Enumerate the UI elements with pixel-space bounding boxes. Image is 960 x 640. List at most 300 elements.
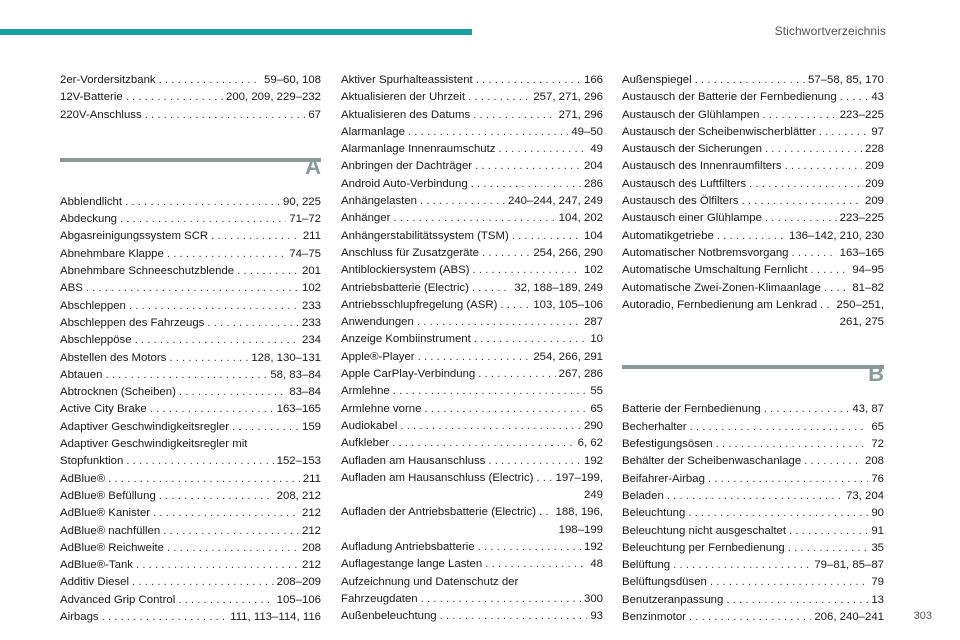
index-entry-text: Aktualisieren des Datums <box>341 108 471 121</box>
index-entry-text: Anbringen der Dachträger <box>341 160 473 173</box>
index-entry <box>341 574 603 609</box>
index-entry-pages: 102 <box>301 282 321 295</box>
index-entry-line <box>341 349 603 366</box>
index-column-1 <box>60 72 321 626</box>
index-entry-pages: 102 <box>583 264 603 277</box>
dot-leader <box>690 419 869 436</box>
index-entry-pages: 211 <box>302 230 321 243</box>
index-entry-pages: 67 <box>308 108 321 121</box>
index-entry-pages: 65 <box>871 420 884 433</box>
index-entry <box>622 592 884 609</box>
dot-leader <box>473 107 556 124</box>
index-entry-pages: 300 <box>583 592 603 605</box>
index-entry-pages: 104, 202 <box>558 212 603 225</box>
index-entry-pages: 200, 209, 229–232 <box>225 91 321 104</box>
index-entry <box>60 574 321 591</box>
index-entry-text: 2er-Vordersitzbank <box>60 74 156 86</box>
index-entry-text: ABS <box>60 282 83 295</box>
index-entry-pages: 192 <box>583 541 603 554</box>
dot-leader <box>716 436 869 453</box>
index-entry-line <box>622 193 884 210</box>
index-entry-line <box>341 418 603 435</box>
index-entry <box>60 72 321 89</box>
index-entry-pages: 136–142, 210, 230 <box>788 229 884 242</box>
index-entry-line <box>622 89 884 106</box>
index-entry-pages: 32, 188–189, 249 <box>514 281 603 294</box>
index-entry-text: Airbags <box>60 611 99 624</box>
index-entry-text: Belüftung <box>622 559 671 572</box>
index-entry-line <box>60 471 321 488</box>
index-entry <box>60 89 321 106</box>
index-entry <box>622 176 884 193</box>
index-entry-line <box>622 210 884 227</box>
index-entry-text: Abtrocknen (Scheiben) <box>60 386 176 399</box>
index-entry-line <box>341 470 603 487</box>
index-entry <box>622 72 884 89</box>
index-entry-line <box>341 107 603 124</box>
index-entry-line <box>341 193 603 210</box>
dot-leader <box>167 540 299 557</box>
index-entry-line <box>60 72 321 89</box>
index-entry-text-prefix: Aufzeichnung und Datenschutz der <box>341 575 519 588</box>
index-entry-pages: 206, 240–241 <box>814 611 884 624</box>
index-entry-pages: 48 <box>590 558 603 571</box>
index-entry-pages: 208, 212 <box>276 489 321 502</box>
index-entry <box>341 331 603 348</box>
index-entry-pages: 58, 83–84 <box>270 368 321 381</box>
index-entry-line <box>341 176 603 193</box>
index-entry-text: Benzinmotor <box>622 611 686 624</box>
dot-leader <box>211 228 300 245</box>
index-entry-line <box>60 107 321 124</box>
index-entry-line <box>341 331 603 348</box>
index-entry-line <box>622 453 884 470</box>
dot-leader <box>408 124 568 141</box>
index-entry <box>341 435 603 452</box>
dot-leader <box>476 72 581 89</box>
index-entry-text: Beleuchtung <box>622 507 686 520</box>
index-entry <box>622 262 884 279</box>
index-entry-pages: 104 <box>583 229 603 242</box>
index-entry-text: Aktiver Spurhalteassistent <box>341 74 473 86</box>
index-entry-line <box>60 332 321 349</box>
index-entry-line <box>622 107 884 124</box>
index-entry-text: AdBlue® Befüllung <box>60 489 156 502</box>
dot-leader <box>749 176 862 193</box>
index-entry-line <box>622 262 884 279</box>
dot-leader <box>717 228 786 245</box>
dot-leader <box>418 349 531 366</box>
dot-leader <box>150 401 274 418</box>
page-number: 303 <box>913 610 932 622</box>
index-entry-pages: 163–165 <box>276 403 321 416</box>
index-entry-line <box>60 89 321 106</box>
section-letter: B <box>868 361 884 387</box>
index-entry-pages: 59–60, 108 <box>263 74 321 86</box>
index-entry <box>622 488 884 505</box>
index-entry-line <box>341 608 603 625</box>
index-entry-line <box>341 297 603 314</box>
index-entry-text: Aufladung Antriebsbatterie <box>341 541 475 554</box>
index-entry-text: Apple CarPlay-Verbindung <box>341 368 476 381</box>
index-entry-pages: 10 <box>590 333 603 346</box>
index-entry-text: Additiv Diesel <box>60 576 130 589</box>
index-entry-line <box>60 263 321 280</box>
index-entry-text: Automatische Umschaltung Fernlicht <box>622 264 808 277</box>
dot-leader <box>393 383 588 400</box>
dot-leader <box>488 453 581 470</box>
index-entry-line <box>622 72 884 89</box>
index-entry-pages: 212 <box>301 559 321 572</box>
index-entry-text: AdBlue® Reichweite <box>60 541 165 554</box>
index-entry <box>341 383 603 400</box>
index-entry <box>622 297 884 332</box>
index-entry-pages: 55 <box>590 385 603 398</box>
index-entry-text: Abstellen des Motors <box>60 351 167 364</box>
dot-leader <box>765 141 862 158</box>
index-entry <box>341 107 603 124</box>
dot-leader <box>159 72 261 89</box>
index-entry-text: Automatikgetriebe <box>622 229 714 242</box>
index-entry <box>622 523 884 540</box>
index-entry-pages: 83–84 <box>289 386 321 399</box>
index-entry-line <box>622 245 884 262</box>
index-entry-pages: 201 <box>301 265 321 278</box>
index-entry-text: Android Auto-Verbindung <box>341 177 468 190</box>
index-entry-text: Außenspiegel <box>622 74 692 86</box>
index-entry-text: Alarmanlage Innenraumschutz <box>341 143 496 156</box>
index-entry-text: Anzeige Kombiinstrument <box>341 333 471 346</box>
index-entry-text: Beleuchtung per Fernbedienung <box>622 541 785 554</box>
index-entry <box>60 367 321 384</box>
dot-leader <box>474 331 588 348</box>
index-entry-line <box>60 574 321 591</box>
index-entry-text: Anwendungen <box>341 316 414 329</box>
index-entry-text: Austausch des Ölfilters <box>622 195 739 208</box>
index-entry-line <box>341 453 603 470</box>
dot-leader <box>153 505 299 522</box>
dot-leader <box>478 366 555 383</box>
index-entry-pages: 257, 271, 296 <box>533 91 603 104</box>
index-entry-text: Anhänger <box>341 212 391 225</box>
index-entry-text: 220V-Anschluss <box>60 108 142 121</box>
index-entry-line <box>60 401 321 418</box>
index-entry-text: Austausch des Luftfilters <box>622 177 747 190</box>
index-entry <box>341 453 603 470</box>
index-entry <box>60 280 321 297</box>
dot-leader <box>708 471 868 488</box>
dot-leader <box>424 401 587 418</box>
index-entry <box>341 280 603 297</box>
index-entry-text: Automatische Zwei-Zonen-Klimaanlage <box>622 281 821 294</box>
index-entry <box>622 245 884 262</box>
index-entry <box>341 210 603 227</box>
index-entry-text: Abnehmbare Schneeschutzblende <box>60 265 235 278</box>
dot-leader <box>135 332 299 349</box>
index-entry <box>341 262 603 279</box>
index-entry-pages: 79–81, 85–87 <box>814 559 884 572</box>
index-entry-pages: 192 <box>583 454 603 467</box>
index-entry <box>622 228 884 245</box>
index-entry-pages: 93 <box>590 610 603 623</box>
dot-leader <box>785 158 862 175</box>
dot-leader <box>421 591 581 608</box>
index-entry <box>60 384 321 401</box>
index-entry-text: Befestigungsösen <box>622 438 713 451</box>
index-entry-pages: 152–153 <box>276 455 321 468</box>
index-entry <box>341 176 603 193</box>
index-entry <box>60 194 321 211</box>
index-entry-text: Autoradio, Fernbedienung am Lenkrad <box>622 298 818 311</box>
index-entry-text: Abschleppen des Fahrzeugs <box>60 316 205 329</box>
index-entry-pages: 72 <box>871 438 884 451</box>
index-entry-line <box>341 280 603 297</box>
index-entry-line <box>341 383 603 400</box>
index-entry-pages: 208 <box>301 541 321 554</box>
index-entry <box>60 436 321 471</box>
index-entry-pages: 211 <box>302 472 321 485</box>
index-entry-text: Alarmanlage <box>341 125 405 138</box>
index-entry-line <box>341 141 603 158</box>
index-entry-pages: 233 <box>301 299 321 312</box>
index-entry-line <box>341 314 603 331</box>
index-entry <box>622 419 884 436</box>
dot-leader <box>764 401 850 418</box>
index-entry-line <box>60 592 321 609</box>
index-entry <box>341 124 603 141</box>
index-entry-text: Aufkleber <box>341 437 390 450</box>
index-entry-text: Automatischer Notbremsvorgang <box>622 246 789 259</box>
index-entry-pages: 128, 130–131 <box>251 351 321 364</box>
dot-leader <box>499 141 588 158</box>
index-entry-pages: 228 <box>864 143 884 156</box>
dot-leader <box>500 297 530 314</box>
index-entry-line <box>622 574 884 591</box>
index-entry-pages: 286 <box>583 177 603 190</box>
index-entry-text: Behälter der Scheibenwaschanlage <box>622 455 802 468</box>
index-entry-pages: 290 <box>583 419 603 432</box>
dot-leader <box>792 245 837 262</box>
dot-leader <box>840 89 869 106</box>
dot-leader <box>440 608 588 625</box>
section-divider-rule <box>60 158 321 162</box>
dot-leader <box>811 262 850 279</box>
dot-leader <box>129 298 299 315</box>
index-entry-line <box>60 505 321 522</box>
index-entry <box>60 592 321 609</box>
dot-leader <box>179 384 286 401</box>
index-entry <box>341 504 603 539</box>
dot-leader <box>178 592 273 609</box>
index-entry-text: Becherhalter <box>622 420 687 433</box>
index-entry-line <box>341 228 603 245</box>
dot-leader <box>472 280 511 297</box>
dot-leader <box>468 89 530 106</box>
index-entry-pages: 287 <box>583 316 603 329</box>
index-entry-text: Apple®-Player <box>341 350 415 363</box>
index-entry <box>60 263 321 280</box>
index-entry <box>60 471 321 488</box>
index-entry <box>622 158 884 175</box>
index-entry-pages: 254, 266, 290 <box>533 246 603 259</box>
index-entry-line <box>60 246 321 263</box>
index-entry-text: Beladen <box>622 489 664 502</box>
dot-leader <box>126 89 223 106</box>
dot-leader <box>820 297 833 314</box>
index-entry-pages: 212 <box>301 524 321 537</box>
index-entry-line <box>341 556 603 573</box>
index-entry-text: Abgasreinigungssystem SCR <box>60 230 209 243</box>
index-entry <box>341 193 603 210</box>
index-entry <box>60 246 321 263</box>
index-entry <box>60 298 321 315</box>
index-entry-pages: 65 <box>590 402 603 415</box>
index-entry <box>341 72 603 89</box>
index-entry-text-prefix: Adaptiver Geschwindigkeitsregler mit <box>60 438 248 451</box>
dot-leader <box>536 470 552 487</box>
index-entry-pages-continued: 198–199 <box>558 523 603 536</box>
index-entry-pages: 188, 196, <box>555 506 603 519</box>
index-entry-line <box>60 228 321 245</box>
index-entry-line <box>60 609 321 626</box>
dot-leader <box>392 435 575 452</box>
index-entry-text: AdBlue® <box>60 472 106 485</box>
index-entry-text: Abnehmbare Klappe <box>60 247 164 260</box>
index-entry-text: Austausch der Scheibenwischerblätter <box>622 125 816 138</box>
index-entry-text: Abschleppen <box>60 299 126 312</box>
index-entry-line <box>341 539 603 556</box>
index-entry-line <box>341 504 603 521</box>
index-entry-text: Austausch der Batterie der Fernbedienung <box>622 91 837 104</box>
index-entry <box>60 419 321 436</box>
index-entry-pages: 204 <box>583 160 603 173</box>
index-entry-pages: 35 <box>871 541 884 554</box>
dot-leader <box>167 246 286 263</box>
dot-leader <box>207 315 299 332</box>
index-entry-line <box>60 211 321 228</box>
index-entry <box>341 158 603 175</box>
index-entry <box>622 557 884 574</box>
index-entry <box>341 556 603 573</box>
index-entry <box>341 349 603 366</box>
index-entry-line <box>622 592 884 609</box>
index-entry <box>622 280 884 297</box>
index-entry-line <box>622 176 884 193</box>
dot-leader <box>473 262 581 279</box>
index-entry-line <box>60 298 321 315</box>
index-entry <box>341 141 603 158</box>
dot-leader <box>169 350 248 367</box>
index-entry-line <box>60 194 321 211</box>
section-letter: A <box>305 153 321 179</box>
index-entry-line <box>622 124 884 141</box>
dot-leader <box>136 557 299 574</box>
index-entry <box>60 488 321 505</box>
index-entry-pages: 91 <box>871 524 884 537</box>
dot-leader <box>163 523 299 540</box>
index-entry-text: Fahrzeugdaten <box>341 592 418 605</box>
index-entry-pages: 250–251, <box>836 298 884 311</box>
dot-leader <box>86 280 299 297</box>
index-entry-text: Antriebsschlupfregelung (ASR) <box>341 298 498 311</box>
index-entry-pages: 271, 296 <box>558 108 603 121</box>
index-entry-line <box>341 210 603 227</box>
index-entry <box>60 401 321 418</box>
index-entry-pages: 240–244, 247, 249 <box>507 195 603 208</box>
index-entry-text: Beifahrer-Airbag <box>622 472 705 485</box>
index-entry-pages: 49 <box>590 143 603 156</box>
index-entry-text: AdBlue® Kanister <box>60 507 151 520</box>
dot-leader <box>765 210 837 227</box>
index-entry <box>341 470 603 505</box>
index-entry-text: Austausch einer Glühlampe <box>622 212 762 225</box>
index-entry <box>622 505 884 522</box>
index-entry-pages: 105–106 <box>276 593 321 606</box>
index-entry <box>622 193 884 210</box>
index-entry-pages: 233 <box>301 316 321 329</box>
index-entry-line <box>622 505 884 522</box>
index-entry-text: Anschluss für Zusatzgeräte <box>341 246 480 259</box>
dot-leader <box>393 210 555 227</box>
index-entry-pages-continued: 249 <box>583 489 603 502</box>
index-entry-line <box>60 540 321 557</box>
index-entry <box>622 540 884 557</box>
index-entry <box>341 401 603 418</box>
index-entry-line <box>341 262 603 279</box>
index-entry-pages: 103, 105–106 <box>533 298 603 311</box>
dot-leader <box>105 367 267 384</box>
index-entry-text: Antiblockiersystem (ABS) <box>341 264 470 277</box>
index-entry-pages: 97 <box>871 125 884 138</box>
index-entry-line <box>341 366 603 383</box>
index-entry <box>60 332 321 349</box>
index-entry-text: Aufladen am Hausanschluss (Electric) <box>341 471 534 484</box>
index-entry-line <box>622 280 884 297</box>
index-entry-line <box>341 72 603 89</box>
index-entry-line <box>60 384 321 401</box>
index-entry-line <box>622 141 884 158</box>
index-entry-text: Aufladen am Hausanschluss <box>341 454 486 467</box>
index-entry-line <box>341 158 603 175</box>
dot-leader <box>695 72 805 89</box>
index-entry-line <box>622 471 884 488</box>
index-entry <box>341 245 603 262</box>
index-entry-text: Aktualisieren der Uhrzeit <box>341 91 466 104</box>
index-entry-text: Stopfunktion <box>60 455 124 468</box>
dot-leader <box>485 556 587 573</box>
index-entry <box>60 228 321 245</box>
dot-leader <box>475 158 581 175</box>
index-entry-line <box>622 297 884 314</box>
index-entry-pages: 6, 62 <box>577 437 603 450</box>
index-entry-text: Außenbeleuchtung <box>341 610 437 623</box>
index-entry-pages: 13 <box>871 593 884 606</box>
index-entry-text: Auflagestange lange Lasten <box>341 558 483 571</box>
index-entry <box>622 401 884 418</box>
index-entry-text: Antriebsbatterie (Electric) <box>341 281 469 294</box>
index-entry <box>341 297 603 314</box>
dot-leader <box>145 107 306 124</box>
dot-leader <box>126 453 273 470</box>
dot-leader <box>804 453 862 470</box>
index-entry <box>341 314 603 331</box>
index-entry-line <box>622 436 884 453</box>
header-accent-bar <box>0 29 472 35</box>
index-entry-pages: 254, 266, 291 <box>533 350 603 363</box>
index-entry <box>622 609 884 626</box>
index-entry <box>622 89 884 106</box>
index-entry-line <box>622 228 884 245</box>
